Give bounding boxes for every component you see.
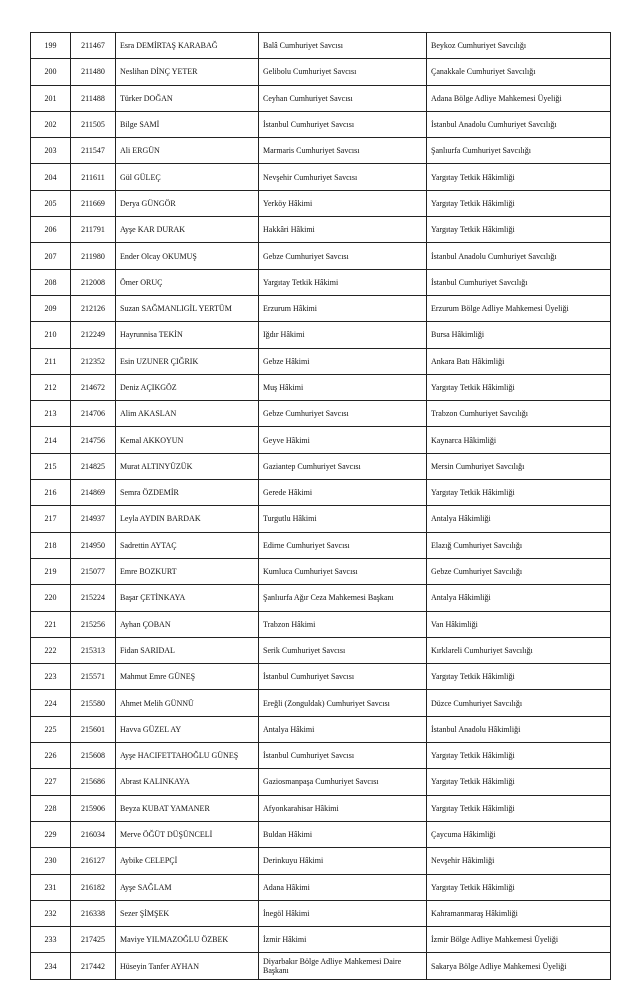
new-post-cell: Kırklareli Cumhuriyet Savcılığı [427, 637, 611, 663]
registry-number-cell: 215601 [71, 716, 116, 742]
new-post-cell: Nevşehir Hâkimliği [427, 848, 611, 874]
current-post-cell: Gelibolu Cumhuriyet Savcısı [259, 59, 427, 85]
current-post-cell: Gebze Cumhuriyet Savcısı [259, 243, 427, 269]
person-name-cell: Suzan SAĞMANLIGİL YERTÜM [116, 295, 259, 321]
row-number-cell: 206 [31, 217, 71, 243]
row-number-cell: 231 [31, 874, 71, 900]
current-post-cell: Yerköy Hâkimi [259, 190, 427, 216]
registry-number-cell: 214937 [71, 506, 116, 532]
new-post-cell: Ankara Batı Hâkimliği [427, 348, 611, 374]
registry-number-cell: 211480 [71, 59, 116, 85]
current-post-cell: Ceyhan Cumhuriyet Savcısı [259, 85, 427, 111]
current-post-cell: Şanlıurfa Ağır Ceza Mahkemesi Başkanı [259, 585, 427, 611]
current-post-cell: Trabzon Hâkimi [259, 611, 427, 637]
registry-number-cell: 212126 [71, 295, 116, 321]
new-post-cell: Kahramanmaraş Hâkimliği [427, 900, 611, 926]
table-row [31, 690, 611, 716]
registry-number-cell: 211547 [71, 138, 116, 164]
row-number-cell: 200 [31, 59, 71, 85]
current-post-cell: Yargıtay Tetkik Hâkimi [259, 269, 427, 295]
registry-number-cell: 211980 [71, 243, 116, 269]
person-name-cell: Leyla AYDIN BARDAK [116, 506, 259, 532]
current-post-cell: Antalya Hâkimi [259, 716, 427, 742]
current-post-cell: İstanbul Cumhuriyet Savcısı [259, 111, 427, 137]
row-number-cell: 233 [31, 927, 71, 953]
current-post-cell: Erzurum Hâkimi [259, 295, 427, 321]
appointment-table [30, 32, 611, 980]
table-row [31, 716, 611, 742]
table-row [31, 927, 611, 953]
table-row [31, 637, 611, 663]
current-post-cell: Afyonkarahisar Hâkimi [259, 795, 427, 821]
current-post-cell: Gaziantep Cumhuriyet Savcısı [259, 453, 427, 479]
table-row [31, 532, 611, 558]
person-name-cell: Semra ÖZDEMİR [116, 480, 259, 506]
row-number-cell: 214 [31, 427, 71, 453]
table-row [31, 348, 611, 374]
person-name-cell: Kemal AKKOYUN [116, 427, 259, 453]
person-name-cell: Ali ERGÜN [116, 138, 259, 164]
person-name-cell: Bilge SAMİ [116, 111, 259, 137]
registry-number-cell: 214950 [71, 532, 116, 558]
new-post-cell: Beykoz Cumhuriyet Savcılığı [427, 33, 611, 59]
table-row [31, 190, 611, 216]
table-row [31, 664, 611, 690]
table-row [31, 243, 611, 269]
table-row [31, 611, 611, 637]
table-row [31, 33, 611, 59]
table-body [31, 33, 611, 980]
registry-number-cell: 211467 [71, 33, 116, 59]
table-row [31, 401, 611, 427]
new-post-cell: Antalya Hâkimliği [427, 506, 611, 532]
person-name-cell: Ayşe KAR DURAK [116, 217, 259, 243]
person-name-cell: Hüseyin Tanfer AYHAN [116, 953, 259, 979]
new-post-cell: Gebze Cumhuriyet Savcılığı [427, 558, 611, 584]
current-post-cell: Gebze Hâkimi [259, 348, 427, 374]
current-post-cell: Ereğli (Zonguldak) Cumhuriyet Savcısı [259, 690, 427, 716]
table-row [31, 900, 611, 926]
registry-number-cell: 215256 [71, 611, 116, 637]
current-post-cell: Diyarbakır Bölge Adliye Mahkemesi Daire Başkanı [259, 953, 427, 979]
new-post-cell: İstanbul Cumhuriyet Savcılığı [427, 269, 611, 295]
registry-number-cell: 215224 [71, 585, 116, 611]
registry-number-cell: 216338 [71, 900, 116, 926]
table-row [31, 269, 611, 295]
registry-number-cell: 214672 [71, 374, 116, 400]
table-row [31, 427, 611, 453]
row-number-cell: 205 [31, 190, 71, 216]
row-number-cell: 228 [31, 795, 71, 821]
new-post-cell: Yargıtay Tetkik Hâkimliği [427, 795, 611, 821]
person-name-cell: Mahmut Emre GÜNEŞ [116, 664, 259, 690]
new-post-cell: Trabzon Cumhuriyet Savcılığı [427, 401, 611, 427]
new-post-cell: Yargıtay Tetkik Hâkimliği [427, 190, 611, 216]
new-post-cell: Sakarya Bölge Adliye Mahkemesi Üyeliği [427, 953, 611, 979]
new-post-cell: Yargıtay Tetkik Hâkimliği [427, 164, 611, 190]
row-number-cell: 223 [31, 664, 71, 690]
current-post-cell: Nevşehir Cumhuriyet Savcısı [259, 164, 427, 190]
new-post-cell: Yargıtay Tetkik Hâkimliği [427, 874, 611, 900]
row-number-cell: 234 [31, 953, 71, 979]
row-number-cell: 219 [31, 558, 71, 584]
registry-number-cell: 212249 [71, 322, 116, 348]
person-name-cell: Merve ÖĞÜT DÜŞÜNCELİ [116, 821, 259, 847]
current-post-cell: Iğdır Hâkimi [259, 322, 427, 348]
new-post-cell: Van Hâkimliği [427, 611, 611, 637]
table-row [31, 217, 611, 243]
person-name-cell: Esin UZUNER ÇIĞRIK [116, 348, 259, 374]
new-post-cell: Kaynarca Hâkimliği [427, 427, 611, 453]
current-post-cell: İstanbul Cumhuriyet Savcısı [259, 664, 427, 690]
row-number-cell: 230 [31, 848, 71, 874]
table-row [31, 85, 611, 111]
row-number-cell: 207 [31, 243, 71, 269]
row-number-cell: 218 [31, 532, 71, 558]
registry-number-cell: 216127 [71, 848, 116, 874]
person-name-cell: Abrast KALINKAYA [116, 769, 259, 795]
row-number-cell: 224 [31, 690, 71, 716]
new-post-cell: İstanbul Anadolu Cumhuriyet Savcılığı [427, 111, 611, 137]
current-post-cell: Muş Hâkimi [259, 374, 427, 400]
row-number-cell: 229 [31, 821, 71, 847]
table-row [31, 769, 611, 795]
row-number-cell: 209 [31, 295, 71, 321]
current-post-cell: Derinkuyu Hâkimi [259, 848, 427, 874]
new-post-cell: Çanakkale Cumhuriyet Savcılığı [427, 59, 611, 85]
table-row [31, 874, 611, 900]
current-post-cell: Geyve Hâkimi [259, 427, 427, 453]
current-post-cell: Edirne Cumhuriyet Savcısı [259, 532, 427, 558]
person-name-cell: Başar ÇETİNKAYA [116, 585, 259, 611]
registry-number-cell: 215580 [71, 690, 116, 716]
current-post-cell: Adana Hâkimi [259, 874, 427, 900]
row-number-cell: 232 [31, 900, 71, 926]
row-number-cell: 203 [31, 138, 71, 164]
table-row [31, 453, 611, 479]
new-post-cell: Şanlıurfa Cumhuriyet Savcılığı [427, 138, 611, 164]
person-name-cell: Esra DEMİRTAŞ KARABAĞ [116, 33, 259, 59]
registry-number-cell: 212008 [71, 269, 116, 295]
current-post-cell: Balâ Cumhuriyet Savcısı [259, 33, 427, 59]
row-number-cell: 226 [31, 743, 71, 769]
person-name-cell: Gül GÜLEÇ [116, 164, 259, 190]
new-post-cell: Yargıtay Tetkik Hâkimliği [427, 664, 611, 690]
registry-number-cell: 215608 [71, 743, 116, 769]
registry-number-cell: 215077 [71, 558, 116, 584]
new-post-cell: Antalya Hâkimliği [427, 585, 611, 611]
person-name-cell: Havva GÜZEL AY [116, 716, 259, 742]
person-name-cell: Türker DOĞAN [116, 85, 259, 111]
current-post-cell: Gaziosmanpaşa Cumhuriyet Savcısı [259, 769, 427, 795]
new-post-cell: Elazığ Cumhuriyet Savcılığı [427, 532, 611, 558]
table-row [31, 322, 611, 348]
current-post-cell: Kumluca Cumhuriyet Savcısı [259, 558, 427, 584]
current-post-cell: Buldan Hâkimi [259, 821, 427, 847]
row-number-cell: 208 [31, 269, 71, 295]
row-number-cell: 210 [31, 322, 71, 348]
table-row [31, 138, 611, 164]
row-number-cell: 215 [31, 453, 71, 479]
registry-number-cell: 214706 [71, 401, 116, 427]
registry-number-cell: 215906 [71, 795, 116, 821]
person-name-cell: Maviye YILMAZOĞLU ÖZBEK [116, 927, 259, 953]
table-row [31, 743, 611, 769]
person-name-cell: Aybike CELEPÇİ [116, 848, 259, 874]
row-number-cell: 204 [31, 164, 71, 190]
person-name-cell: Emre BOZKURT [116, 558, 259, 584]
table-row [31, 506, 611, 532]
table-row [31, 295, 611, 321]
new-post-cell: Yargıtay Tetkik Hâkimliği [427, 217, 611, 243]
current-post-cell: Hakkâri Hâkimi [259, 217, 427, 243]
new-post-cell: Mersin Cumhuriyet Savcılığı [427, 453, 611, 479]
person-name-cell: Deniz AÇIKGÖZ [116, 374, 259, 400]
registry-number-cell: 211505 [71, 111, 116, 137]
person-name-cell: Ender Olcay OKUMUŞ [116, 243, 259, 269]
current-post-cell: Gebze Cumhuriyet Savcısı [259, 401, 427, 427]
person-name-cell: Neslihan DİNÇ YETER [116, 59, 259, 85]
new-post-cell: Düzce Cumhuriyet Savcılığı [427, 690, 611, 716]
table-row [31, 848, 611, 874]
current-post-cell: Marmaris Cumhuriyet Savcısı [259, 138, 427, 164]
row-number-cell: 216 [31, 480, 71, 506]
new-post-cell: Erzurum Bölge Adliye Mahkemesi Üyeliği [427, 295, 611, 321]
person-name-cell: Hayrunnisa TEKİN [116, 322, 259, 348]
row-number-cell: 202 [31, 111, 71, 137]
table-row [31, 585, 611, 611]
person-name-cell: Fidan SARIDAL [116, 637, 259, 663]
row-number-cell: 212 [31, 374, 71, 400]
person-name-cell: Ahmet Melih GÜNNÜ [116, 690, 259, 716]
row-number-cell: 220 [31, 585, 71, 611]
current-post-cell: İnegöl Hâkimi [259, 900, 427, 926]
registry-number-cell: 211669 [71, 190, 116, 216]
current-post-cell: İzmir Hâkimi [259, 927, 427, 953]
table-row [31, 953, 611, 979]
new-post-cell: Yargıtay Tetkik Hâkimliği [427, 480, 611, 506]
table-row [31, 558, 611, 584]
person-name-cell: Ayhan ÇOBAN [116, 611, 259, 637]
new-post-cell: Yargıtay Tetkik Hâkimliği [427, 743, 611, 769]
registry-number-cell: 211488 [71, 85, 116, 111]
current-post-cell: İstanbul Cumhuriyet Savcısı [259, 743, 427, 769]
current-post-cell: Serik Cumhuriyet Savcısı [259, 637, 427, 663]
person-name-cell: Ayşe HACIFETTAHOĞLU GÜNEŞ [116, 743, 259, 769]
row-number-cell: 227 [31, 769, 71, 795]
person-name-cell: Ayşe SAĞLAM [116, 874, 259, 900]
row-number-cell: 213 [31, 401, 71, 427]
registry-number-cell: 215686 [71, 769, 116, 795]
row-number-cell: 211 [31, 348, 71, 374]
person-name-cell: Murat ALTINYÜZÜK [116, 453, 259, 479]
table-row [31, 59, 611, 85]
registry-number-cell: 211791 [71, 217, 116, 243]
person-name-cell: Beyza KUBAT YAMANER [116, 795, 259, 821]
registry-number-cell: 212352 [71, 348, 116, 374]
table-row [31, 374, 611, 400]
table-row [31, 111, 611, 137]
new-post-cell: Çaycuma Hâkimliği [427, 821, 611, 847]
registry-number-cell: 214825 [71, 453, 116, 479]
person-name-cell: Alim AKASLAN [116, 401, 259, 427]
table-row [31, 480, 611, 506]
row-number-cell: 221 [31, 611, 71, 637]
person-name-cell: Sezer ŞİMŞEK [116, 900, 259, 926]
new-post-cell: İstanbul Anadolu Cumhuriyet Savcılığı [427, 243, 611, 269]
new-post-cell: Bursa Hâkimliği [427, 322, 611, 348]
table-row [31, 795, 611, 821]
registry-number-cell: 215313 [71, 637, 116, 663]
row-number-cell: 201 [31, 85, 71, 111]
new-post-cell: Yargıtay Tetkik Hâkimliği [427, 374, 611, 400]
registry-number-cell: 211611 [71, 164, 116, 190]
person-name-cell: Derya GÜNGÖR [116, 190, 259, 216]
registry-number-cell: 214869 [71, 480, 116, 506]
new-post-cell: İstanbul Anadolu Hâkimliği [427, 716, 611, 742]
registry-number-cell: 216182 [71, 874, 116, 900]
row-number-cell: 222 [31, 637, 71, 663]
row-number-cell: 225 [31, 716, 71, 742]
row-number-cell: 199 [31, 33, 71, 59]
table-row [31, 821, 611, 847]
registry-number-cell: 215571 [71, 664, 116, 690]
person-name-cell: Sadrettin AYTAÇ [116, 532, 259, 558]
registry-number-cell: 217442 [71, 953, 116, 979]
registry-number-cell: 217425 [71, 927, 116, 953]
new-post-cell: İzmir Bölge Adliye Mahkemesi Üyeliği [427, 927, 611, 953]
new-post-cell: Yargıtay Tetkik Hâkimliği [427, 769, 611, 795]
current-post-cell: Gerede Hâkimi [259, 480, 427, 506]
current-post-cell: Turgutlu Hâkimi [259, 506, 427, 532]
row-number-cell: 217 [31, 506, 71, 532]
table-row [31, 164, 611, 190]
new-post-cell: Adana Bölge Adliye Mahkemesi Üyeliği [427, 85, 611, 111]
registry-number-cell: 214756 [71, 427, 116, 453]
person-name-cell: Ömer ORUÇ [116, 269, 259, 295]
registry-number-cell: 216034 [71, 821, 116, 847]
